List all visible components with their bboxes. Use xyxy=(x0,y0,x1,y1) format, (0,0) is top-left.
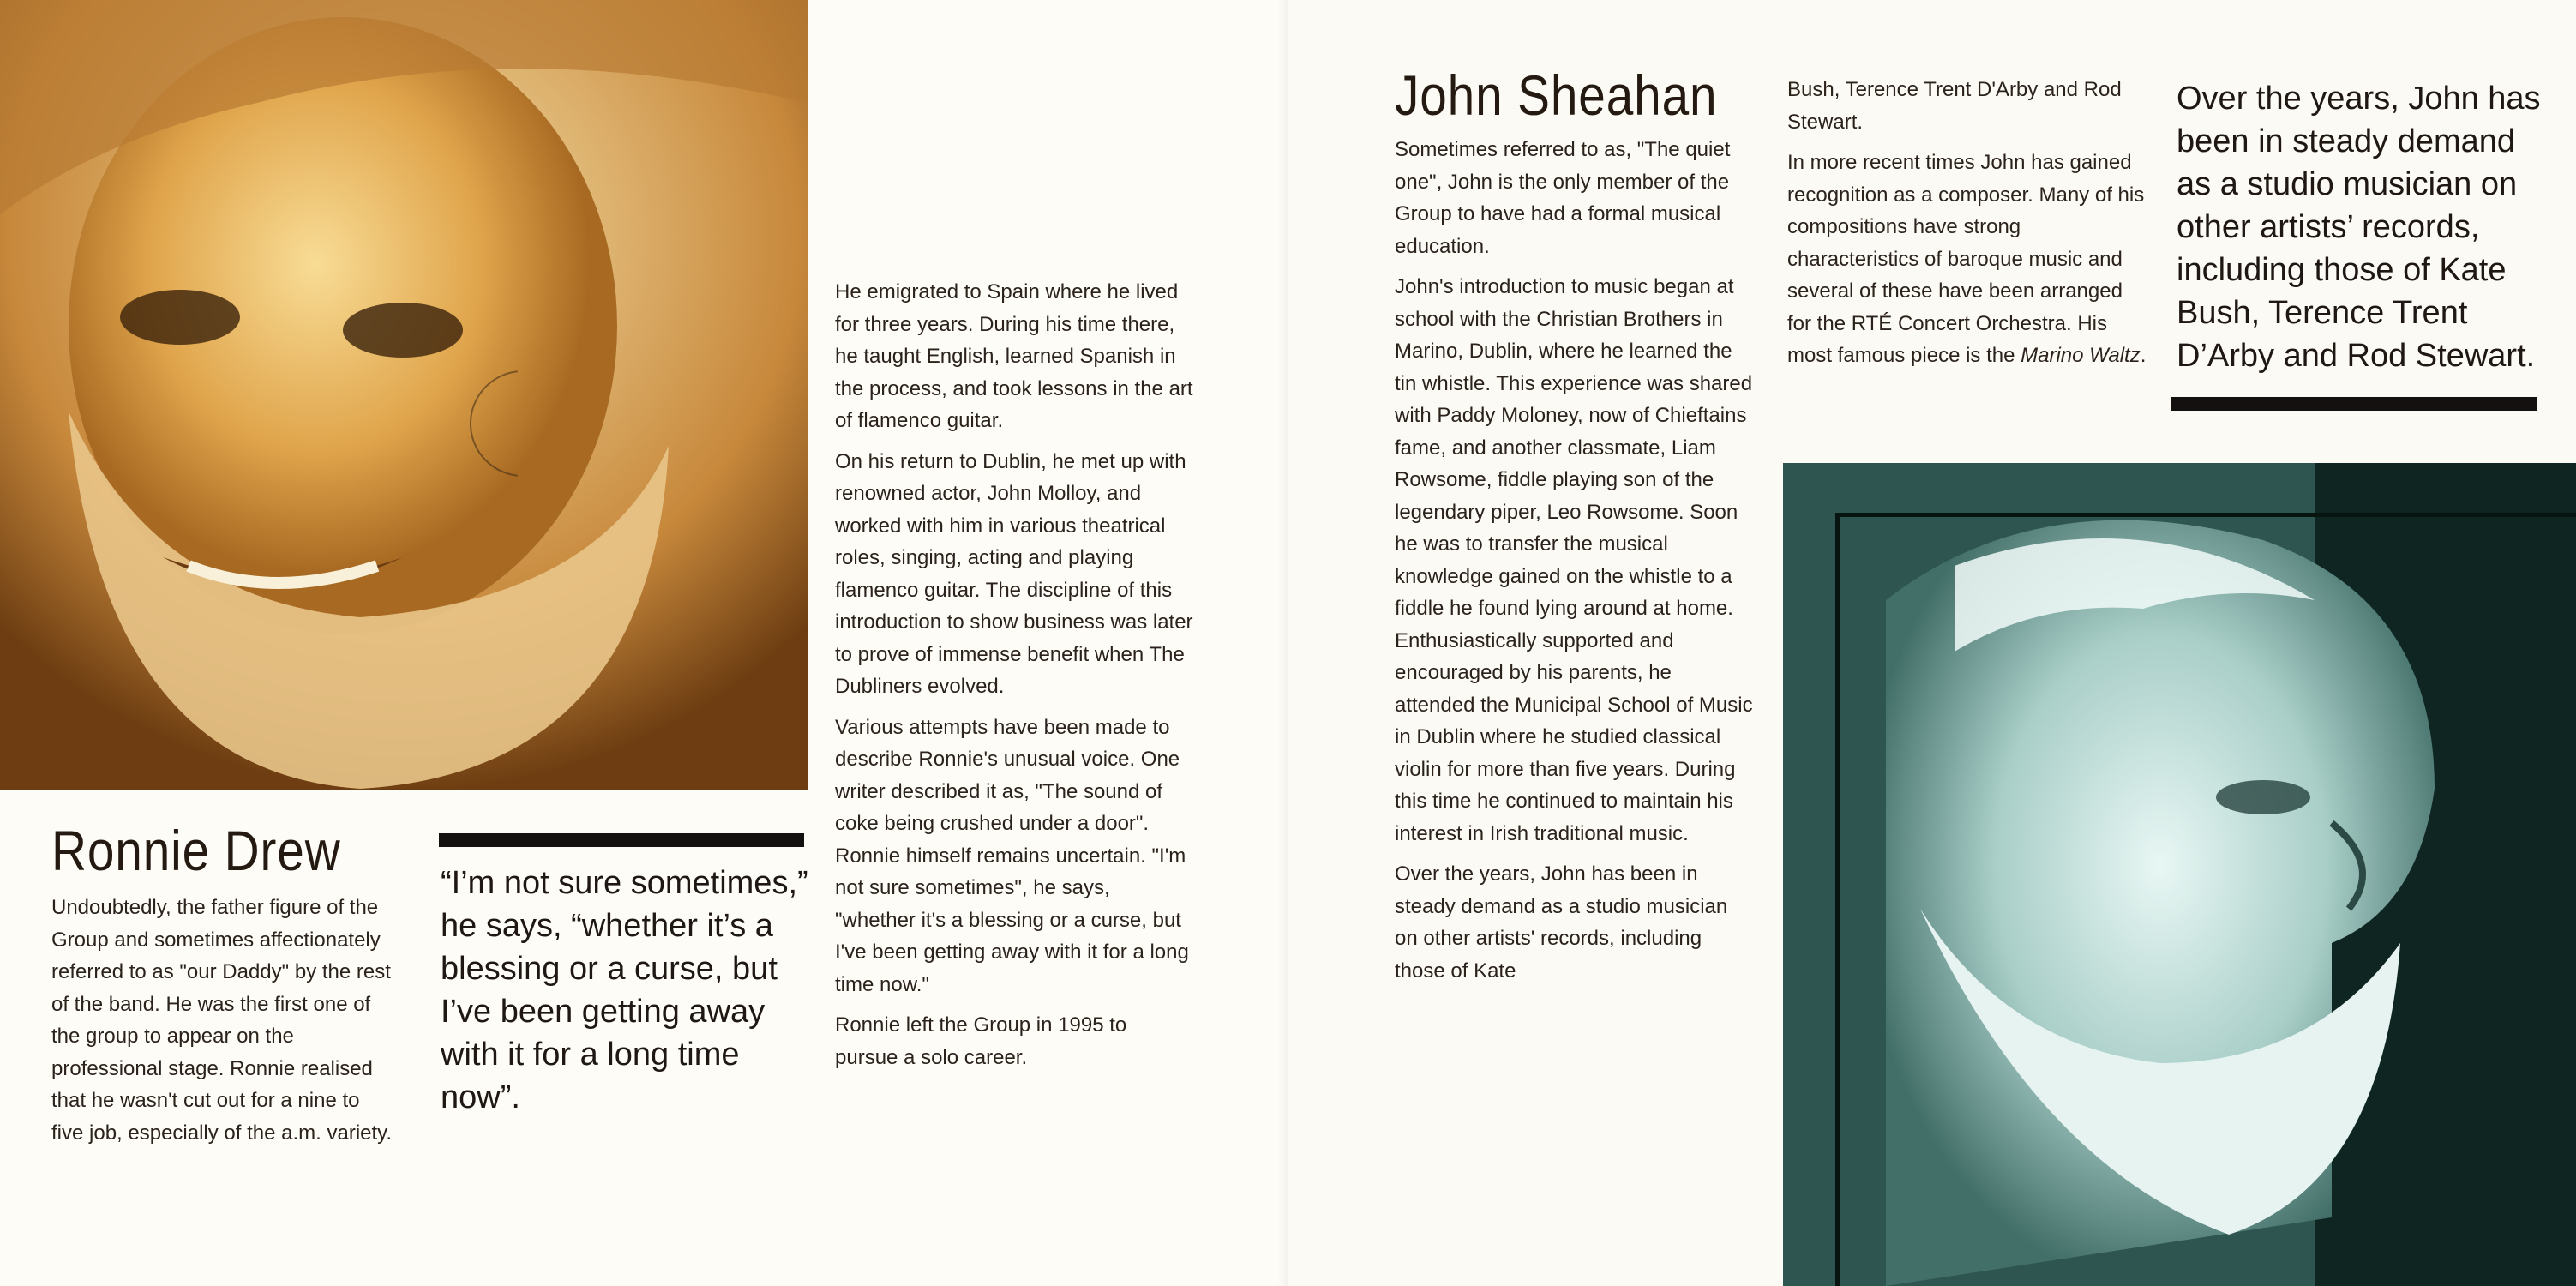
sheahan-bio-column-1 xyxy=(1395,134,1755,995)
quote-divider-bar xyxy=(439,833,804,847)
john-sheahan-photo xyxy=(1783,463,2576,1286)
ronnie-bio-column xyxy=(835,276,1195,1082)
ronnie-paragraph: On his return to Dublin, he met up with renowned actor, John Molloy, and worked with him in various theatrical roles, singing, acting and playing flamenco guitar. The discipline of this introduction to show business was later to prove of immense benefit when The Dubliners evolved. xyxy=(835,449,1193,698)
ronnie-paragraph: Various attempts have been made to describe Ronnie's unusual voice. One writer described it as, "The sound of coke being crushed under a door". Ronnie himself remains uncertain. "I'm not sure sometimes", he says, "whether it's a blessing or a curse, but I've been getting away with it for a long time now." xyxy=(835,715,1189,996)
sheahan-paragraph: Sometimes referred to as, "The quiet one", John is the only member of the Group to have had a formal musical education. xyxy=(1395,138,1731,258)
sheahan-paragraph: Over the years, John has been in steady demand as a studio musician on other artists' records, including those of Kate xyxy=(1395,862,1728,983)
ronnie-paragraph: He emigrated to Spain where he lived for three years. During his time there, he taught English, learned Spanish in the process, and took lessons in the art of flamenco guitar. xyxy=(835,280,1193,432)
quote-divider-bar xyxy=(2171,397,2537,411)
john-sheahan-heading: John Sheahan xyxy=(1395,63,1718,127)
piece-title: Marino Waltz xyxy=(2021,344,2141,367)
photo-frame xyxy=(1835,513,2576,1286)
ronnie-pull-quote: “I’m not sure sometimes,” he says, “whether it’s a blessing or a curse, but I’ve been getting away with it for a long time now”. xyxy=(441,865,808,1115)
ronnie-intro-text: Undoubtedly, the father figure of the Group and sometimes affectionately referred to as "our Daddy" by the rest of the band. He was the first one of the group to appear on the professional stage. Ronnie realised that he wasn't cut out for a nine to five job, especially of the a.m. variety. xyxy=(51,896,393,1145)
ronnie-drew-photo xyxy=(0,0,808,790)
sheahan-bio-column-2 xyxy=(1787,74,2147,381)
composer-text: In more recent times John has gained recognition as a composer. Many of his compositions have strong characteristics of baroque music and several of these have been arranged for the RTÉ Concert Orchestra. His most famous piece is the xyxy=(1787,151,2145,367)
composer-text-end: . xyxy=(2140,344,2147,367)
ronnie-paragraph: Ronnie left the Group in 1995 to pursue a solo career. xyxy=(835,1013,1127,1069)
sheahan-pull-quote: Over the years, John has been in steady demand as a studio musician on other artists’ records, including those of Kate Bush, Terence Trent D’Arby and Rod Stewart. xyxy=(2177,81,2541,374)
ronnie-intro-paragraph xyxy=(51,892,394,1157)
sheahan-composer-paragraph xyxy=(1787,147,2147,372)
sheahan-paragraph: John's introduction to music began at school with the Christian Brothers in Marino, Dublin, where he learned the tin whistle. This experience was shared with Paddy Moloney, now of Chieftains fame, and another classmate, Liam Rowsome, fiddle playing son of the legendary piper, Leo Rowsome. Soon he was to transfer the musical knowledge gained on the whistle to a fiddle he found lying around at home. Enthusiastically supported and encouraged by his parents, he attended the Municipal School of Music in Dublin where he studied classical violin for more than five years. During this time he continued to maintain his interest in Irish traditional music. xyxy=(1395,275,1753,845)
ronnie-drew-heading: Ronnie Drew xyxy=(51,819,341,882)
sheahan-paragraph: Bush, Terence Trent D'Arby and Rod Stewart. xyxy=(1787,78,2122,134)
